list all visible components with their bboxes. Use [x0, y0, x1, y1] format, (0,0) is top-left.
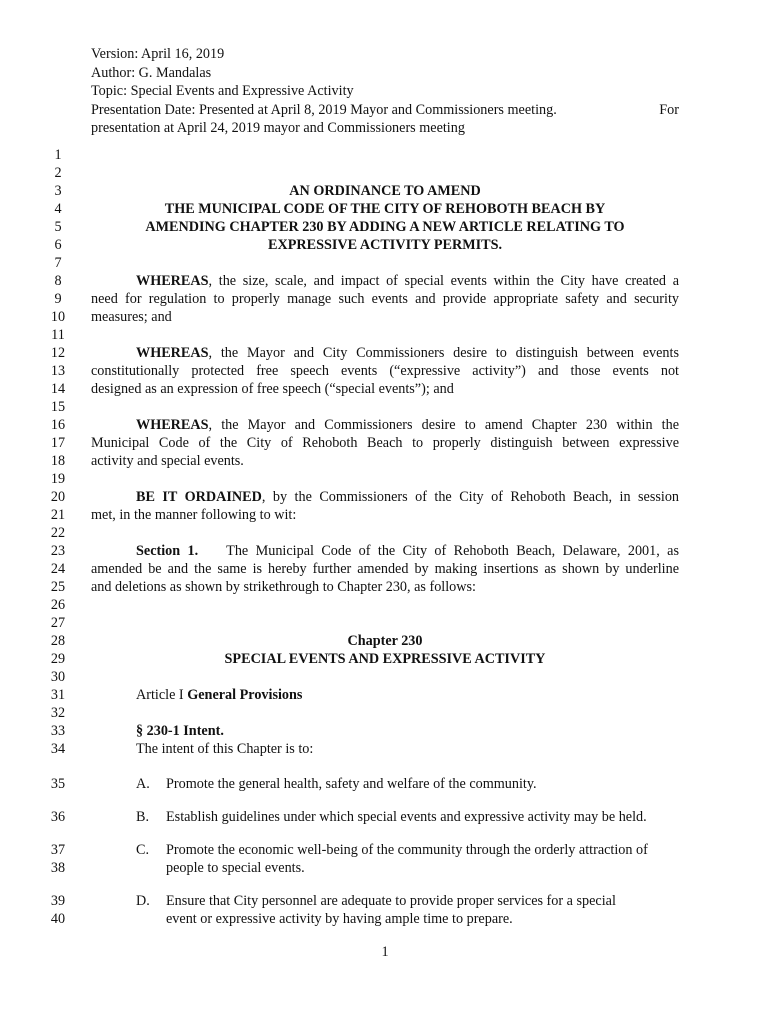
ordained-line-1	[91, 488, 679, 506]
list-item	[136, 892, 616, 910]
line-number: 25	[50, 579, 66, 595]
line-number: 26	[50, 597, 66, 613]
line-number: 39	[50, 893, 66, 909]
line-number: 27	[50, 615, 66, 631]
whereas-2-line-2: constitutionally protected free speech events (“expressive activity”) and those events not	[91, 363, 679, 379]
whereas-keyword: WHEREAS	[136, 417, 209, 433]
line-number: 17	[50, 435, 66, 451]
ordinance-title-line-4: EXPRESSIVE ACTIVITY PERMITS.	[267, 237, 503, 253]
list-item-letter: B.	[136, 809, 150, 825]
intent-intro: The intent of this Chapter is to:	[136, 741, 314, 757]
list-item-text: Establish guidelines under which special events and expressive activity may be held.	[166, 809, 647, 825]
whereas-2-line-3: designed as an expression of free speech (“special events”); and	[91, 381, 454, 397]
author-line: Author: G. Mandalas	[91, 64, 212, 81]
document-header	[91, 45, 679, 138]
topic-line: Topic: Special Events and Expressive Activity	[91, 83, 354, 99]
presentation-date: Presentation Date: Presented at April 8, 2019 Mayor and Commissioners meeting.	[91, 101, 557, 118]
line-number: 28	[50, 633, 66, 649]
whereas-3-line-2: Municipal Code of the City of Rehoboth Beach to properly distinguish between expressive	[91, 435, 679, 451]
whereas-3-text: , the Mayor and Commissioners desire to amend Chapter 230 within the	[208, 417, 679, 433]
line-number: 24	[50, 561, 66, 577]
line-number: 18	[50, 453, 66, 469]
intent-heading: § 230-1 Intent.	[136, 723, 224, 739]
line-number: 4	[54, 201, 62, 217]
line-number: 38	[50, 860, 66, 876]
whereas-3-line-1	[91, 416, 679, 434]
whereas-1-line-1	[91, 272, 679, 290]
ordained-line-2: met, in the manner following to wit:	[91, 507, 297, 523]
list-item-text: Ensure that City personnel are adequate to provide proper services for a special	[166, 893, 616, 909]
line-number: 20	[50, 489, 66, 505]
line-number: 22	[50, 525, 66, 541]
line-number: 32	[50, 705, 66, 721]
line-number: 3	[54, 183, 62, 199]
line-number: 34	[50, 741, 66, 757]
whereas-keyword: WHEREAS	[136, 273, 209, 289]
section-1-line-2: amended be and the same is hereby further amended by making insertions as shown by underline	[91, 561, 679, 577]
ordinance-title-line-3: AMENDING CHAPTER 230 BY ADDING A NEW ARTICLE RELATING TO	[145, 219, 625, 235]
line-number: 8	[54, 273, 62, 289]
whereas-2-text: , the Mayor and City Commissioners desire to distinguish between events	[208, 345, 679, 361]
whereas-keyword: WHEREAS	[136, 345, 209, 361]
line-number: 10	[50, 309, 66, 325]
line-number: 11	[51, 327, 65, 343]
list-item-text: Promote the economic well-being of the community through the orderly attraction of	[166, 842, 648, 858]
list-item	[136, 808, 647, 826]
list-item	[136, 841, 648, 859]
whereas-1-line-2: need for regulation to properly manage such events and provide appropriate safety and security	[91, 291, 679, 307]
ordained-keyword: BE IT ORDAINED	[136, 489, 262, 505]
line-number: 23	[50, 543, 66, 559]
ordained-text: , by the Commissioners of the City of Rehoboth Beach, in session	[261, 489, 680, 505]
line-number: 12	[50, 345, 66, 361]
line-number: 9	[54, 291, 62, 307]
whereas-3-line-3: activity and special events.	[91, 453, 244, 469]
line-number: 36	[50, 809, 66, 825]
list-item-text: Promote the general health, safety and welfare of the community.	[166, 776, 537, 792]
line-number: 16	[50, 417, 66, 433]
presentation-line-2: presentation at April 24, 2019 mayor and Commissioners meeting	[91, 120, 465, 136]
version-line: Version: April 16, 2019	[91, 46, 225, 62]
list-item-continuation: people to special events.	[166, 860, 305, 876]
ordinance-title-line-1: AN ORDINANCE TO AMEND	[289, 183, 481, 199]
line-number: 35	[50, 776, 66, 792]
list-item-continuation: event or expressive activity by having ample time to prepare.	[166, 911, 513, 927]
list-item-letter: D.	[136, 893, 150, 909]
list-item	[136, 775, 537, 793]
article-heading	[136, 686, 302, 704]
line-number: 29	[50, 651, 66, 667]
chapter-title: Chapter 230	[347, 633, 423, 649]
presentation-for: For	[659, 101, 679, 118]
chapter-subtitle: SPECIAL EVENTS AND EXPRESSIVE ACTIVITY	[224, 651, 546, 667]
whereas-1-line-3: measures; and	[91, 309, 172, 325]
whereas-1-text: , the size, scale, and impact of special events within the City have created a	[208, 273, 679, 289]
line-number: 19	[50, 471, 66, 487]
line-number: 6	[54, 237, 62, 253]
line-number: 30	[50, 669, 66, 685]
line-number: 40	[50, 911, 66, 927]
line-number: 7	[54, 255, 62, 271]
line-number: 1	[54, 147, 62, 163]
line-number: 31	[50, 687, 66, 703]
article-prefix: Article I	[136, 687, 188, 703]
page-number: 1	[381, 944, 389, 960]
section-1-line-1	[91, 542, 679, 560]
section-1-text: The Municipal Code of the City of Rehoboth Beach, Delaware, 2001, as	[226, 543, 679, 559]
section-1-label: Section 1.	[136, 543, 199, 559]
line-number: 21	[50, 507, 66, 523]
line-number: 14	[50, 381, 66, 397]
line-number: 13	[50, 363, 66, 379]
line-number: 2	[54, 165, 62, 181]
whereas-2-line-1	[91, 344, 679, 362]
article-title: General Provisions	[187, 687, 303, 703]
line-number: 15	[50, 399, 66, 415]
list-item-letter: A.	[136, 776, 150, 792]
presentation-line	[91, 101, 679, 120]
section-1-line-3: and deletions as shown by strikethrough to Chapter 230, as follows:	[91, 579, 476, 595]
ordinance-title-line-2: THE MUNICIPAL CODE OF THE CITY OF REHOBOTH BEACH BY	[164, 201, 606, 217]
list-item-letter: C.	[136, 842, 150, 858]
line-number: 33	[50, 723, 66, 739]
line-number: 37	[50, 842, 66, 858]
line-number: 5	[54, 219, 62, 235]
